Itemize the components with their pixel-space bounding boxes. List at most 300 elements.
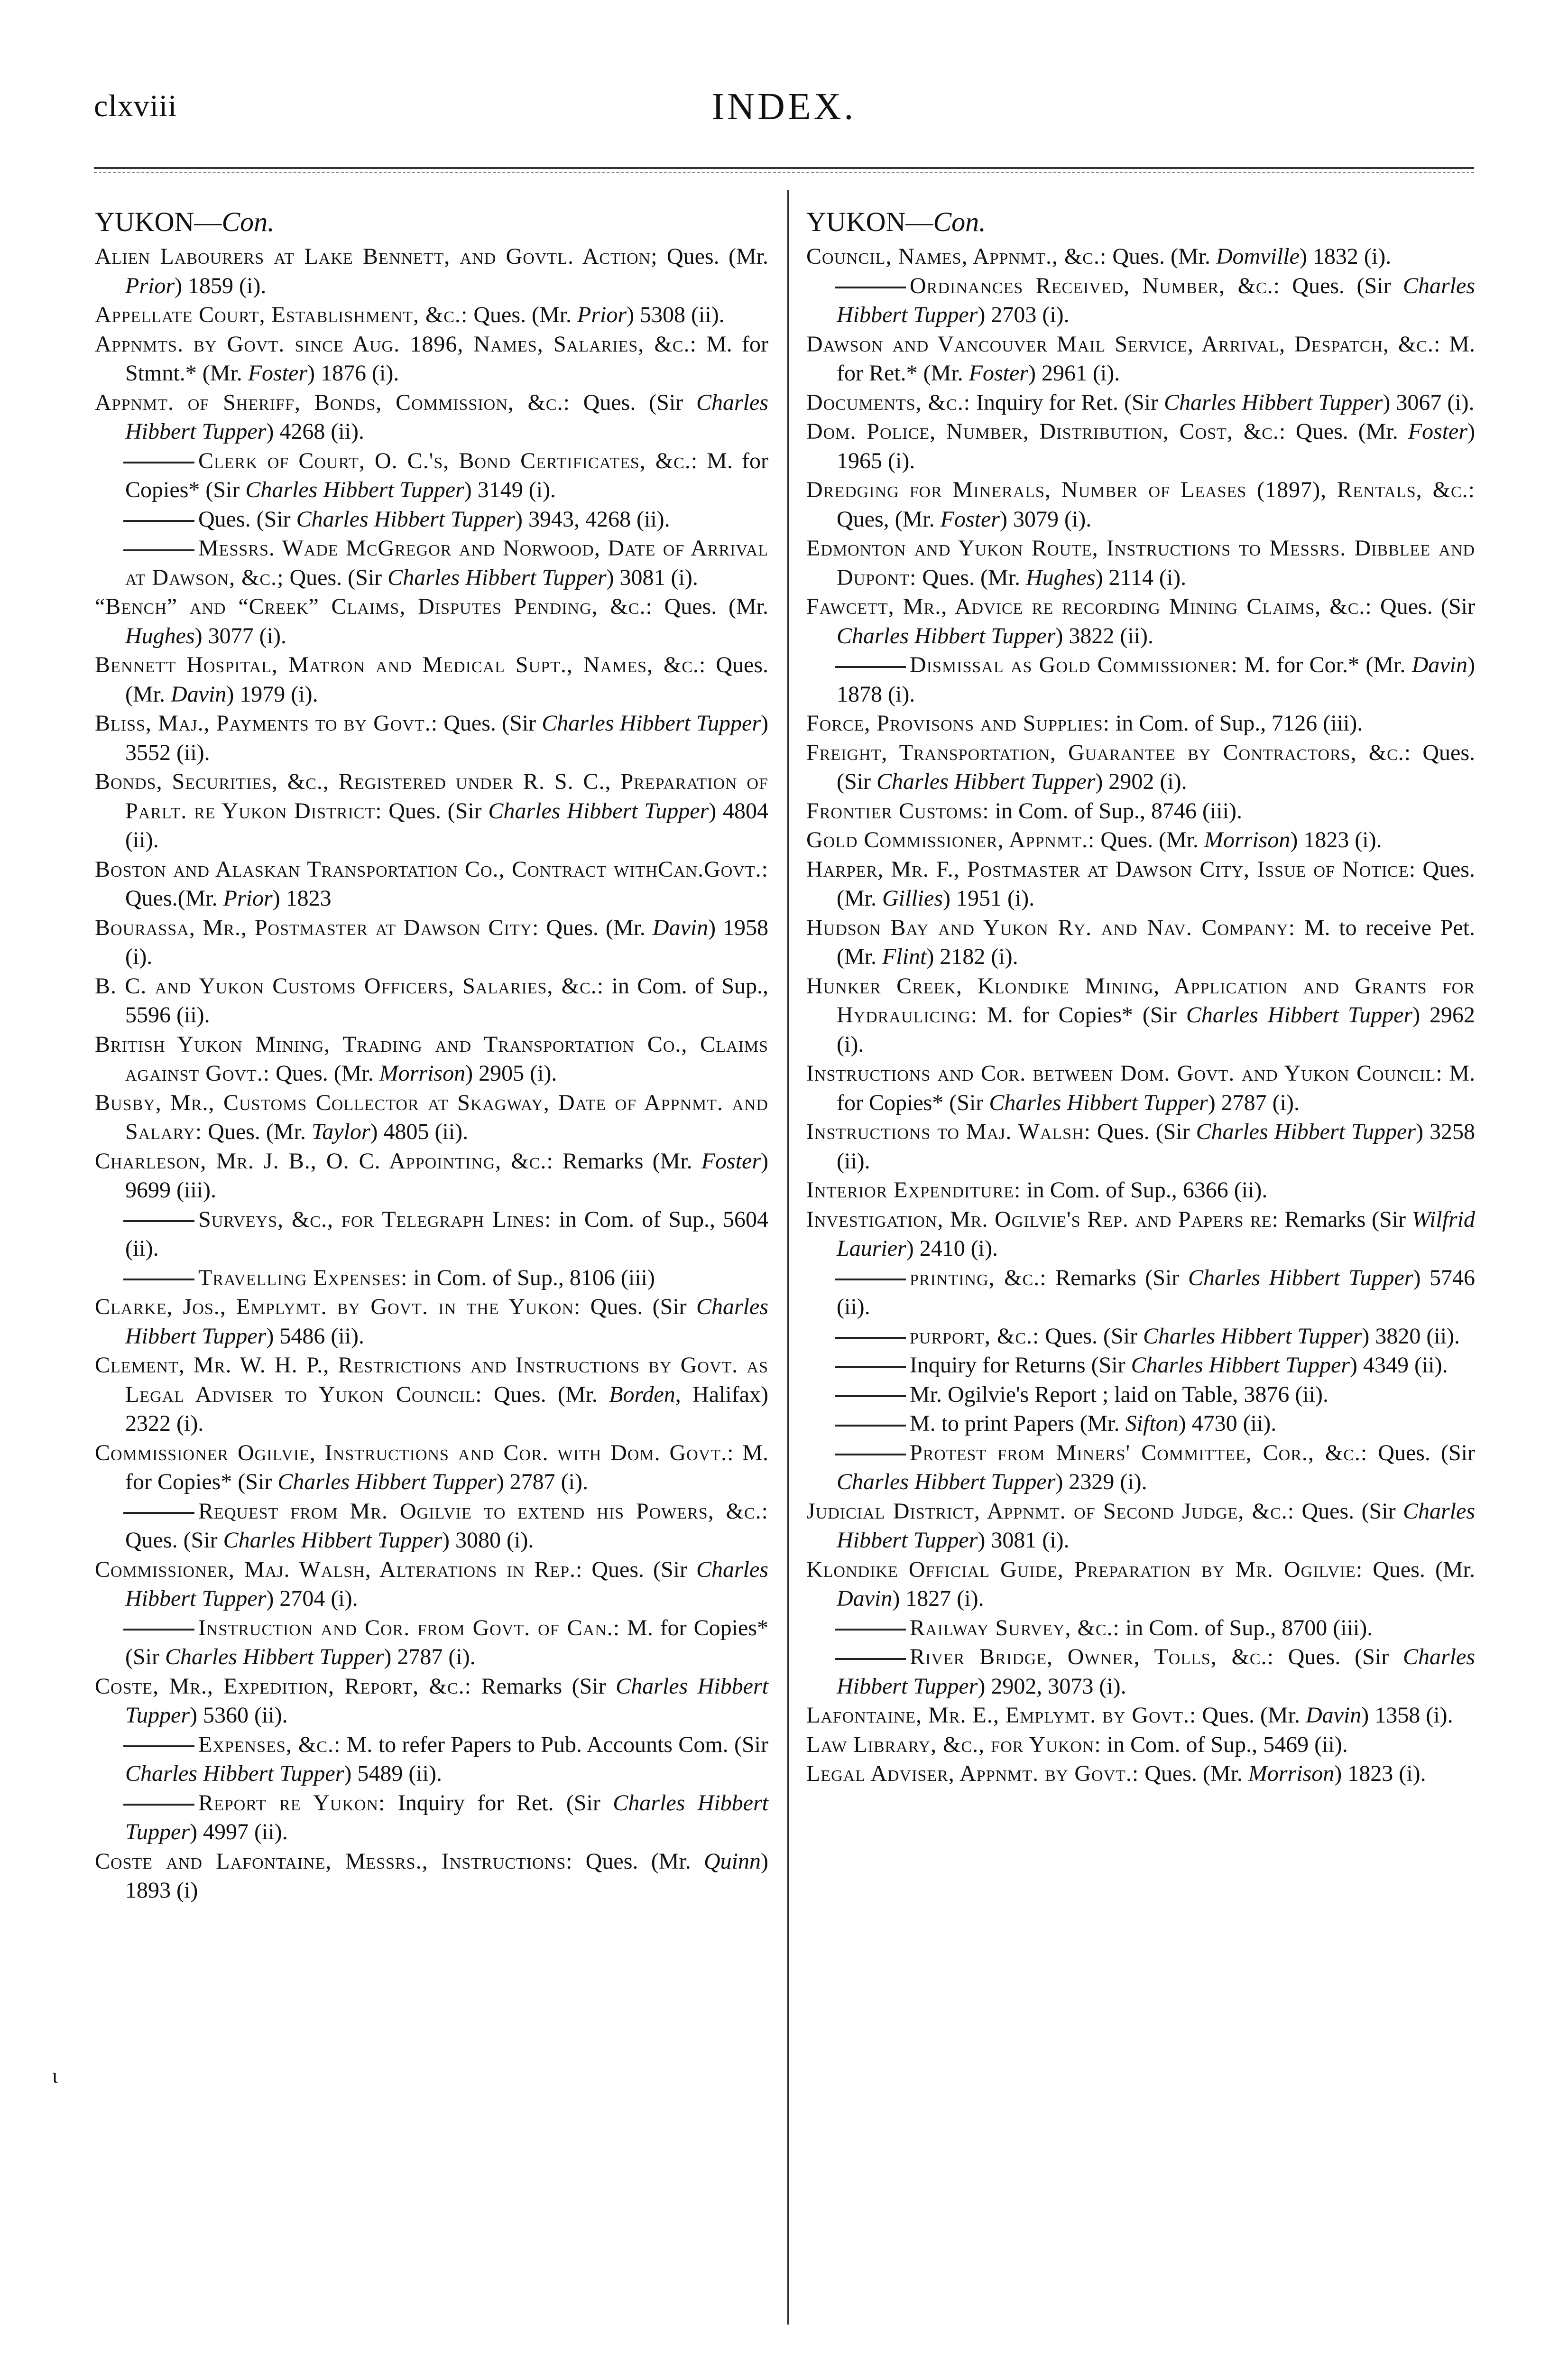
left-column bbox=[95, 204, 768, 1905]
entry-subject: Hudson Bay and Yukon Ry. and Nav. Company: bbox=[806, 915, 1296, 940]
entry-member-name: Hughes bbox=[125, 623, 195, 649]
entry-reference: Ques. (Sir bbox=[570, 389, 696, 415]
entry-subject: Council, Names, Appnmt., &c.: bbox=[806, 244, 1107, 269]
index-entry bbox=[95, 913, 768, 972]
entry-subject: Clarke, Jos., Emplymt. by Govt. in the Yukon: bbox=[95, 1294, 581, 1319]
entry-pages: ) 1893 (i) bbox=[125, 1848, 768, 1903]
entry-subject: Dawson and Vancouver Mail Service, Arrival, Despatch, &c.: bbox=[806, 331, 1441, 357]
page-number: clxviii bbox=[94, 89, 177, 123]
entry-subject: Instructions to Maj. Walsh: bbox=[806, 1119, 1091, 1144]
entry-member-name: Charles Hibbert Tupper bbox=[1186, 1002, 1413, 1028]
entry-pages: ) 3552 (ii). bbox=[125, 711, 769, 765]
index-entry bbox=[806, 855, 1475, 913]
entry-subject: Lafontaine, Mr. E., Emplymt. by Govt.: bbox=[806, 1703, 1197, 1728]
entry-subject: Surveys, &c., for Telegraph Lines: bbox=[198, 1206, 552, 1232]
entry-reference: Ques. (Mr. bbox=[652, 594, 768, 619]
entry-member-name: Davin bbox=[652, 915, 709, 940]
entry-reference: M. to refer Papers to Pub. Accounts Com. (Sir bbox=[341, 1732, 768, 1757]
header-rule-dashed bbox=[94, 172, 1474, 173]
entry-pages: ) 3258 (ii). bbox=[837, 1119, 1476, 1174]
entry-reference: Ques. (Sir bbox=[382, 798, 489, 824]
entry-reference: M. for Cor.* (Mr. bbox=[1238, 652, 1412, 677]
entry-member-name: Charles Hibbert Tupper bbox=[837, 273, 1475, 327]
heading-main: YUKON— bbox=[95, 206, 222, 237]
entry-member-name: Borden bbox=[609, 1381, 675, 1407]
entry-member-name: Charles Hibbert Tupper bbox=[125, 1790, 768, 1844]
index-entry bbox=[806, 1497, 1475, 1555]
entry-member-name: Charles Hibbert Tupper bbox=[542, 711, 761, 736]
entry-pages: ) 2787 (i). bbox=[496, 1469, 588, 1494]
entry-reference: in Com. of Sup., 6366 (ii). bbox=[1021, 1177, 1268, 1203]
entry-subject: Edmonton and Yukon Route, Instructions to Messrs. Dibblee and Dupont: bbox=[806, 536, 1475, 590]
repeat-dash bbox=[123, 1745, 194, 1747]
entry-member-name: Charles Hibbert Tupper bbox=[125, 389, 768, 444]
repeat-dash bbox=[123, 1279, 194, 1280]
entry-subject: Frontier Customs: bbox=[806, 798, 989, 824]
entry-member-name: Davin bbox=[1305, 1703, 1362, 1728]
right-column bbox=[806, 204, 1475, 1788]
entry-member-name: Charles Hibbert Tupper bbox=[296, 506, 516, 532]
entry-pages: ) 2114 (i). bbox=[1095, 565, 1187, 590]
entry-subject: River Bridge, Owner, Tolls, &c.: bbox=[910, 1644, 1274, 1669]
entry-pages: ) 1827 (i). bbox=[892, 1586, 984, 1611]
entry-reference: Ques. (Mr. bbox=[657, 244, 768, 269]
entry-reference: Inquiry for Ret. (Sir bbox=[385, 1790, 613, 1816]
entry-pages: ) 1965 (i). bbox=[837, 419, 1476, 473]
entry-reference: in Com. of Sup., 8746 (iii). bbox=[989, 798, 1243, 824]
entry-reference: Ques. (Mr. bbox=[916, 565, 1026, 590]
entry-reference: Remarks (Sir bbox=[471, 1673, 616, 1699]
entry-subject: Dismissal as Gold Commissioner: bbox=[910, 652, 1238, 677]
entry-reference: M. for Stmnt.* (Mr. bbox=[125, 331, 769, 386]
entry-pages: ) 4349 (ii). bbox=[1349, 1353, 1448, 1378]
entry-subject: Freight, Transportation, Guarantee by Contractors, &c.: bbox=[806, 740, 1411, 765]
entry-reference: M. for Copies* (Sir bbox=[837, 1061, 1475, 1115]
entry-pages: ) 2410 (i). bbox=[906, 1236, 998, 1261]
entry-subject: Charleson, Mr. J. B., O. C. Appointing, &c.: bbox=[95, 1148, 553, 1174]
entry-member-name: Morrison bbox=[379, 1061, 466, 1086]
entry-subject: Busby, Mr., Customs Collector at Skagway, Date of Appnmt. and Salary: bbox=[95, 1090, 768, 1144]
entry-subject: Bennett Hospital, Matron and Medical Supt., Names, &c.: bbox=[95, 652, 706, 677]
entry-reference: in Com. of Sup., 7126 (iii). bbox=[1109, 711, 1363, 736]
entry-subject: Legal Adviser, Appnmt. by Govt.: bbox=[806, 1761, 1139, 1786]
index-entry bbox=[95, 592, 768, 650]
entry-pages: ) 1876 (i). bbox=[307, 361, 399, 386]
index-entry bbox=[806, 271, 1475, 330]
index-entry bbox=[806, 330, 1475, 388]
entry-pages: ) 2902 (i). bbox=[1095, 769, 1187, 794]
entry-reference: Ques. (Mr. bbox=[270, 1061, 379, 1086]
entry-reference: Ques. (Mr. bbox=[1286, 419, 1408, 444]
entry-reference: Ques. (Mr. bbox=[1196, 1703, 1306, 1728]
repeat-dash bbox=[123, 520, 194, 522]
entry-reference: Ques. (Mr. bbox=[125, 652, 768, 707]
entry-pages: ) 4804 (ii). bbox=[125, 798, 768, 852]
entry-subject: Railway Survey, &c.: bbox=[910, 1615, 1120, 1640]
entry-reference: in Com. of Sup., 8700 (iii). bbox=[1119, 1615, 1373, 1640]
entry-pages: ) 3080 (i). bbox=[442, 1528, 534, 1553]
entry-subject: printing, &c.: bbox=[910, 1265, 1047, 1290]
entry-pages: ) 1358 (i). bbox=[1361, 1703, 1453, 1728]
index-entry bbox=[95, 972, 768, 1030]
entry-subject: British Yukon Mining, Trading and Transportation Co., Claims against Govt.: bbox=[95, 1031, 768, 1086]
entry-reference: M. to receive Pet. (Mr. bbox=[837, 915, 1476, 969]
index-entry bbox=[95, 1088, 768, 1147]
entry-subject: Travelling Expenses: bbox=[198, 1265, 408, 1290]
entry-subject: Judicial District, Appnmt. of Second Judge, &c.: bbox=[806, 1498, 1295, 1524]
index-entry bbox=[806, 475, 1475, 534]
entry-member-name: Charles Hibbert Tupper bbox=[837, 623, 1056, 649]
index-entry bbox=[806, 1642, 1475, 1701]
entry-subject: Protest from Miners' Committee, Cor., &c.: bbox=[910, 1440, 1368, 1465]
entry-member-name: Flint bbox=[882, 944, 927, 969]
entry-member-name: Charles Hibbert Tupper bbox=[837, 1644, 1475, 1699]
entry-reference: M. for Copies* (Sir bbox=[125, 448, 768, 502]
entry-reference: M. for Ret.* (Mr. bbox=[837, 331, 1475, 386]
entry-subject: Investigation, Mr. Ogilvie's Rep. and Papers re: bbox=[806, 1206, 1279, 1232]
entry-pages: ) 1958 (i). bbox=[125, 915, 768, 969]
entry-subject: Bonds, Securities, &c., Registered under R. S. C., Preparation of Parlt. re Yukon District: bbox=[95, 769, 768, 824]
entry-pages: ) 1823 (i). bbox=[1290, 827, 1382, 852]
entry-subject: B. C. and Yukon Customs Officers, Salaries, &c.: bbox=[95, 973, 604, 999]
entry-pages: ) 2905 (i). bbox=[465, 1061, 557, 1086]
page-header bbox=[0, 0, 1568, 157]
entry-reference: Inquiry for Returns (Sir bbox=[910, 1353, 1131, 1378]
entry-member-name: Davin bbox=[171, 681, 227, 707]
entry-member-name: Prior bbox=[125, 273, 175, 298]
entry-pages: ) 2329 (i). bbox=[1055, 1469, 1147, 1494]
index-entry bbox=[806, 972, 1475, 1059]
entry-reference: M. for Copies* (Sir bbox=[978, 1002, 1186, 1028]
entry-reference: Ques, (Mr. bbox=[837, 506, 941, 532]
index-entry bbox=[95, 767, 768, 855]
index-entry bbox=[95, 446, 768, 505]
entry-reference: M. for Copies* (Sir bbox=[125, 1440, 768, 1494]
repeat-dash bbox=[123, 1804, 194, 1806]
entry-pages: ) 2703 (i). bbox=[978, 302, 1070, 327]
entry-reference: Ques. (Mr. bbox=[482, 1381, 609, 1407]
entry-subject: Bourassa, Mr., Postmaster at Dawson City: bbox=[95, 915, 539, 940]
entry-pages: ) 3822 (ii). bbox=[1055, 623, 1153, 649]
entry-reference: Ques. (Sir bbox=[125, 1528, 223, 1553]
index-entry bbox=[806, 1701, 1475, 1730]
entry-subject: purport, &c.: bbox=[910, 1323, 1040, 1349]
entry-subject: Fawcett, Mr., Advice re recording Mining Claims, &c.: bbox=[806, 594, 1372, 619]
entry-member-name: Charles Hibbert Tupper bbox=[488, 798, 709, 824]
entry-reference: in Com. of Sup., 5469 (ii). bbox=[1101, 1732, 1348, 1757]
entry-subject: Law Library, &c., for Yukon: bbox=[806, 1732, 1101, 1757]
entry-reference: Ques. (Sir bbox=[438, 711, 542, 736]
index-entry bbox=[806, 534, 1475, 592]
entry-subject: Dredging for Minerals, Number of Leases (1897), Rentals, &c.: bbox=[806, 477, 1475, 502]
index-entry bbox=[806, 417, 1475, 475]
entry-member-name: Charles Hibbert Tupper bbox=[1188, 1265, 1413, 1290]
index-entry bbox=[806, 242, 1475, 271]
entry-reference: M. for Copies* (Sir bbox=[125, 1615, 768, 1669]
entry-member-name: Taylor bbox=[311, 1119, 370, 1144]
entry-reference: Inquiry for Ret. (Sir bbox=[970, 389, 1164, 415]
entry-pages: ) 1979 (i). bbox=[226, 681, 318, 707]
repeat-dash bbox=[835, 1337, 906, 1339]
entry-pages: ) 5489 (ii). bbox=[344, 1761, 442, 1786]
entry-member-name: Charles Hibbert Tupper bbox=[837, 1469, 1056, 1494]
repeat-dash bbox=[123, 549, 194, 551]
index-entry bbox=[806, 1759, 1475, 1788]
entry-pages: ) 3077 (i). bbox=[194, 623, 286, 649]
entry-pages: ) 3081 (i). bbox=[978, 1528, 1070, 1553]
entry-subject: Harper, Mr. F., Postmaster at Dawson City, Issue of Notice: bbox=[806, 856, 1416, 882]
index-entry bbox=[95, 1555, 768, 1613]
entry-pages: ) 2182 (i). bbox=[926, 944, 1018, 969]
index-entry bbox=[806, 1322, 1475, 1351]
entry-pages: ) 2961 (i). bbox=[1028, 361, 1120, 386]
index-entry bbox=[806, 709, 1475, 738]
entry-pages: ) 3149 (i). bbox=[464, 477, 556, 502]
index-entry bbox=[95, 1788, 768, 1847]
index-entry bbox=[806, 913, 1475, 972]
entry-pages: ) 5486 (ii). bbox=[266, 1323, 364, 1349]
index-entry bbox=[95, 534, 768, 592]
entry-pages: ) 2962 (i). bbox=[837, 1002, 1476, 1057]
index-entry bbox=[95, 1613, 768, 1672]
index-entry bbox=[806, 650, 1475, 709]
entry-subject: Interior Expenditure: bbox=[806, 1177, 1021, 1203]
entry-reference: Ques. (Sir bbox=[1367, 1440, 1475, 1465]
index-entry bbox=[806, 1176, 1475, 1205]
entry-subject: Dom. Police, Number, Distribution, Cost, &c.: bbox=[806, 419, 1286, 444]
entry-pages: ) 4805 (ii). bbox=[370, 1119, 469, 1144]
index-entry bbox=[95, 1147, 768, 1205]
entry-subject: Appnmts. by Govt. since Aug. 1896, Names, Salaries, &c.: bbox=[95, 331, 697, 357]
entry-member-name: Charles Hibbert Tupper bbox=[125, 1673, 768, 1728]
entry-member-name: Charles Hibbert Tupper bbox=[1143, 1323, 1362, 1349]
index-entry bbox=[95, 1030, 768, 1088]
entry-pages: ) 3081 (i). bbox=[606, 565, 698, 590]
heading-continued: Con. bbox=[221, 206, 275, 237]
index-entry bbox=[806, 1117, 1475, 1176]
entry-member-name: Charles Hibbert Tupper bbox=[1196, 1119, 1416, 1144]
index-entry bbox=[95, 1438, 768, 1497]
repeat-dash bbox=[835, 1279, 906, 1280]
entry-member-name: Gillies bbox=[882, 886, 943, 911]
entry-member-name: Charles Hibbert Tupper bbox=[1131, 1353, 1350, 1378]
index-entry bbox=[95, 1847, 768, 1905]
entry-pages: ) 5360 (ii). bbox=[190, 1703, 288, 1728]
index-entry bbox=[95, 1497, 768, 1555]
index-entry bbox=[95, 1205, 768, 1263]
entry-subject: Alien Labourers at Lake Bennett, and Govtl. Action; bbox=[95, 244, 658, 269]
entry-pages: ) 3067 (i). bbox=[1383, 389, 1475, 415]
entry-member-name: Domville bbox=[1216, 244, 1300, 269]
entry-subject: Clerk of Court, O. C.'s, Bond Certificates, &c.: bbox=[198, 448, 698, 473]
entry-member-name: Charles Hibbert Tupper bbox=[1163, 389, 1383, 415]
entry-member-name: Morrison bbox=[1204, 827, 1291, 852]
entry-reference: Ques. (Sir bbox=[837, 740, 1476, 794]
entry-reference: Mr. Ogilvie's Report ; laid on Table, 3876 (ii). bbox=[910, 1381, 1328, 1407]
entry-subject: “Bench” and “Creek” Claims, Disputes Pending, &c.: bbox=[95, 594, 653, 619]
entry-reference: Remarks (Sir bbox=[1278, 1206, 1412, 1232]
index-entry bbox=[806, 1730, 1475, 1760]
entry-member-name: Charles Hibbert Tupper bbox=[989, 1090, 1208, 1115]
margin-mark: ι bbox=[52, 2064, 58, 2087]
column-heading bbox=[806, 204, 1475, 240]
index-entry bbox=[806, 1380, 1475, 1409]
entry-pages: ) 4730 (ii). bbox=[1178, 1411, 1277, 1436]
index-entry bbox=[806, 1613, 1475, 1643]
entry-subject: Appellate Court, Establishment, &c.: bbox=[95, 302, 468, 327]
entry-member-name: Charles Hibbert Tupper bbox=[223, 1528, 443, 1553]
entry-reference: Ques. (Mr. bbox=[1139, 1761, 1248, 1786]
index-entry bbox=[95, 1263, 768, 1293]
entry-member-name: Foster bbox=[968, 361, 1028, 386]
entry-pages: ) 5308 (ii). bbox=[627, 302, 725, 327]
entry-pages: ) 4268 (ii). bbox=[266, 419, 364, 444]
entry-pages: ) 1823 (i). bbox=[1334, 1761, 1426, 1786]
entry-member-name: Hughes bbox=[1026, 565, 1096, 590]
entry-member-name: Davin bbox=[1411, 652, 1468, 677]
index-entry bbox=[95, 330, 768, 388]
repeat-dash bbox=[835, 1454, 906, 1455]
entry-reference: Ques. (Sir bbox=[198, 506, 296, 532]
entry-reference: Ques. (Mr. bbox=[468, 302, 578, 327]
entry-reference: Ques. (Sir bbox=[1372, 594, 1475, 619]
entry-reference: Ques. (Mr. bbox=[1095, 827, 1204, 852]
entry-pages: ) 2787 (i). bbox=[384, 1644, 476, 1669]
entry-pages: ) 5746 (ii). bbox=[837, 1265, 1476, 1319]
index-entry bbox=[806, 738, 1475, 797]
entry-reference: Remarks (Sir bbox=[1046, 1265, 1188, 1290]
heading-continued: Con. bbox=[933, 206, 986, 237]
index-entry bbox=[95, 300, 768, 330]
entry-subject: Coste, Mr., Expedition, Report, &c.: bbox=[95, 1673, 472, 1699]
entry-member-name: Charles Hibbert Tupper bbox=[387, 565, 607, 590]
entry-subject: Appnmt. of Sheriff, Bonds, Commission, &c.: bbox=[95, 389, 570, 415]
entry-subject: Ordinances Received, Number, &c.: bbox=[910, 273, 1280, 298]
entry-subject: Hunker Creek, Klondike Mining, Application and Grants for Hydraulicing: bbox=[806, 973, 1475, 1028]
entry-subject: Request from Mr. Ogilvie to extend his Powers, &c.: bbox=[198, 1498, 768, 1524]
entry-member-name: Charles Hibbert Tupper bbox=[125, 1761, 344, 1786]
entry-pages: ) 1823 bbox=[272, 886, 332, 911]
entry-member-name: Foster bbox=[248, 361, 308, 386]
repeat-dash bbox=[835, 1425, 906, 1427]
repeat-dash bbox=[835, 1395, 906, 1397]
header-rule bbox=[94, 167, 1474, 169]
entry-member-name: Prior bbox=[223, 886, 273, 911]
entry-reference: Ques. (Sir bbox=[1039, 1323, 1144, 1349]
index-entry bbox=[806, 825, 1475, 855]
entry-member-name: Charles Hibbert Tupper bbox=[125, 1557, 768, 1611]
entry-reference: Remarks (Mr. bbox=[553, 1148, 701, 1174]
entry-member-name: Charles Hibbert Tupper bbox=[277, 1469, 497, 1494]
entry-reference: Ques. (Mr. bbox=[572, 1848, 704, 1874]
index-entry bbox=[806, 1351, 1475, 1380]
index-entry bbox=[806, 1205, 1475, 1263]
entry-pages: ) 2902, 3073 (i). bbox=[978, 1673, 1126, 1699]
entry-pages: ) 1832 (i). bbox=[1299, 244, 1392, 269]
entry-pages: ) 3943, 4268 (ii). bbox=[515, 506, 670, 532]
repeat-dash bbox=[123, 462, 194, 463]
repeat-dash bbox=[835, 1629, 906, 1631]
entry-pages: ) 2787 (i). bbox=[1208, 1090, 1300, 1115]
entry-subject: Coste and Lafontaine, Messrs., Instructions: bbox=[95, 1848, 573, 1874]
entry-reference: Ques. (Mr. bbox=[539, 915, 653, 940]
entry-pages: ) 1859 (i). bbox=[175, 273, 267, 298]
column-heading bbox=[95, 204, 768, 240]
repeat-dash bbox=[835, 287, 906, 288]
entry-member-name: Prior bbox=[577, 302, 627, 327]
entry-pages: ) 3820 (ii). bbox=[1362, 1323, 1460, 1349]
entry-reference: Ques. (Sir bbox=[1280, 273, 1403, 298]
entry-pages: , Halifax) 2322 (i). bbox=[125, 1381, 768, 1436]
index-entry bbox=[806, 1438, 1475, 1497]
repeat-dash bbox=[835, 1366, 906, 1368]
index-entry bbox=[806, 592, 1475, 650]
index-entry bbox=[806, 797, 1475, 826]
index-entry bbox=[95, 388, 768, 446]
heading-main: YUKON— bbox=[806, 206, 933, 237]
entry-subject: Documents, &c.: bbox=[806, 389, 971, 415]
entry-pages: ) 2704 (i). bbox=[266, 1586, 358, 1611]
entry-reference: in Com. of Sup., 5596 (ii). bbox=[125, 973, 768, 1028]
entry-reference: Ques. (Mr. bbox=[1363, 1557, 1475, 1582]
entry-subject: Expenses, &c.: bbox=[198, 1732, 341, 1757]
index-entry bbox=[95, 1730, 768, 1788]
entry-subject: Report re Yukon: bbox=[198, 1790, 386, 1816]
entry-reference: Ques. (Sir bbox=[1090, 1119, 1196, 1144]
entry-subject: Instruction and Cor. from Govt. of Can.: bbox=[198, 1615, 620, 1640]
index-entry bbox=[95, 650, 768, 709]
repeat-dash bbox=[123, 1512, 194, 1514]
entry-subject: Force, Provisons and Supplies: bbox=[806, 711, 1110, 736]
entry-subject: Gold Commissioner, Appnmt.: bbox=[806, 827, 1095, 852]
index-entry bbox=[95, 855, 768, 913]
entry-reference: M. to print Papers (Mr. bbox=[910, 1411, 1125, 1436]
repeat-dash bbox=[835, 666, 906, 668]
index-entry bbox=[806, 1409, 1475, 1438]
entry-reference: in Com. of Sup., 5604 (ii). bbox=[125, 1206, 768, 1261]
index-entry bbox=[806, 388, 1475, 417]
entry-subject: Klondike Official Guide, Preparation by Mr. Ogilvie: bbox=[806, 1557, 1363, 1582]
entry-reference: Ques.(Mr. bbox=[125, 886, 223, 911]
entry-reference: Ques. (Sir bbox=[284, 565, 388, 590]
index-entry bbox=[806, 1555, 1475, 1613]
index-entry bbox=[95, 1292, 768, 1351]
index-entry bbox=[95, 505, 768, 534]
entry-reference: Ques. (Mr. bbox=[202, 1119, 312, 1144]
entry-subject: Commissioner Ogilvie, Instructions and Cor. with Dom. Govt.: bbox=[95, 1440, 734, 1465]
entry-member-name: Charles Hibbert Tupper bbox=[837, 1498, 1475, 1553]
entry-pages: ) 9699 (iii). bbox=[125, 1148, 769, 1203]
entry-member-name: Foster bbox=[1408, 419, 1468, 444]
running-title: INDEX. bbox=[711, 86, 857, 128]
entry-member-name: Wilfrid Laurier bbox=[837, 1206, 1476, 1261]
repeat-dash bbox=[123, 1629, 194, 1631]
entry-subject: Commissioner, Maj. Walsh, Alterations in Rep.: bbox=[95, 1557, 583, 1582]
entry-reference: in Com. of Sup., 8106 (iii) bbox=[407, 1265, 655, 1290]
index-entry bbox=[95, 1672, 768, 1730]
column-divider bbox=[787, 190, 789, 2325]
entry-subject: Clement, Mr. W. H. P., Restrictions and Instructions by Govt. as Legal Adviser to Yukon Council: bbox=[95, 1353, 768, 1407]
entry-reference: Ques. (Sir bbox=[1273, 1644, 1403, 1669]
entry-member-name: Morrison bbox=[1248, 1761, 1335, 1786]
index-entry bbox=[806, 1263, 1475, 1322]
entry-pages: ) 1951 (i). bbox=[943, 886, 1035, 911]
index-entry bbox=[95, 709, 768, 767]
entry-pages: ) 4997 (ii). bbox=[190, 1819, 288, 1844]
entry-reference: Ques. (Sir bbox=[581, 1294, 696, 1319]
entry-subject: Instructions and Cor. between Dom. Govt. and Yukon Council: bbox=[806, 1061, 1443, 1086]
entry-member-name: Charles Hibbert Tupper bbox=[125, 1294, 768, 1349]
